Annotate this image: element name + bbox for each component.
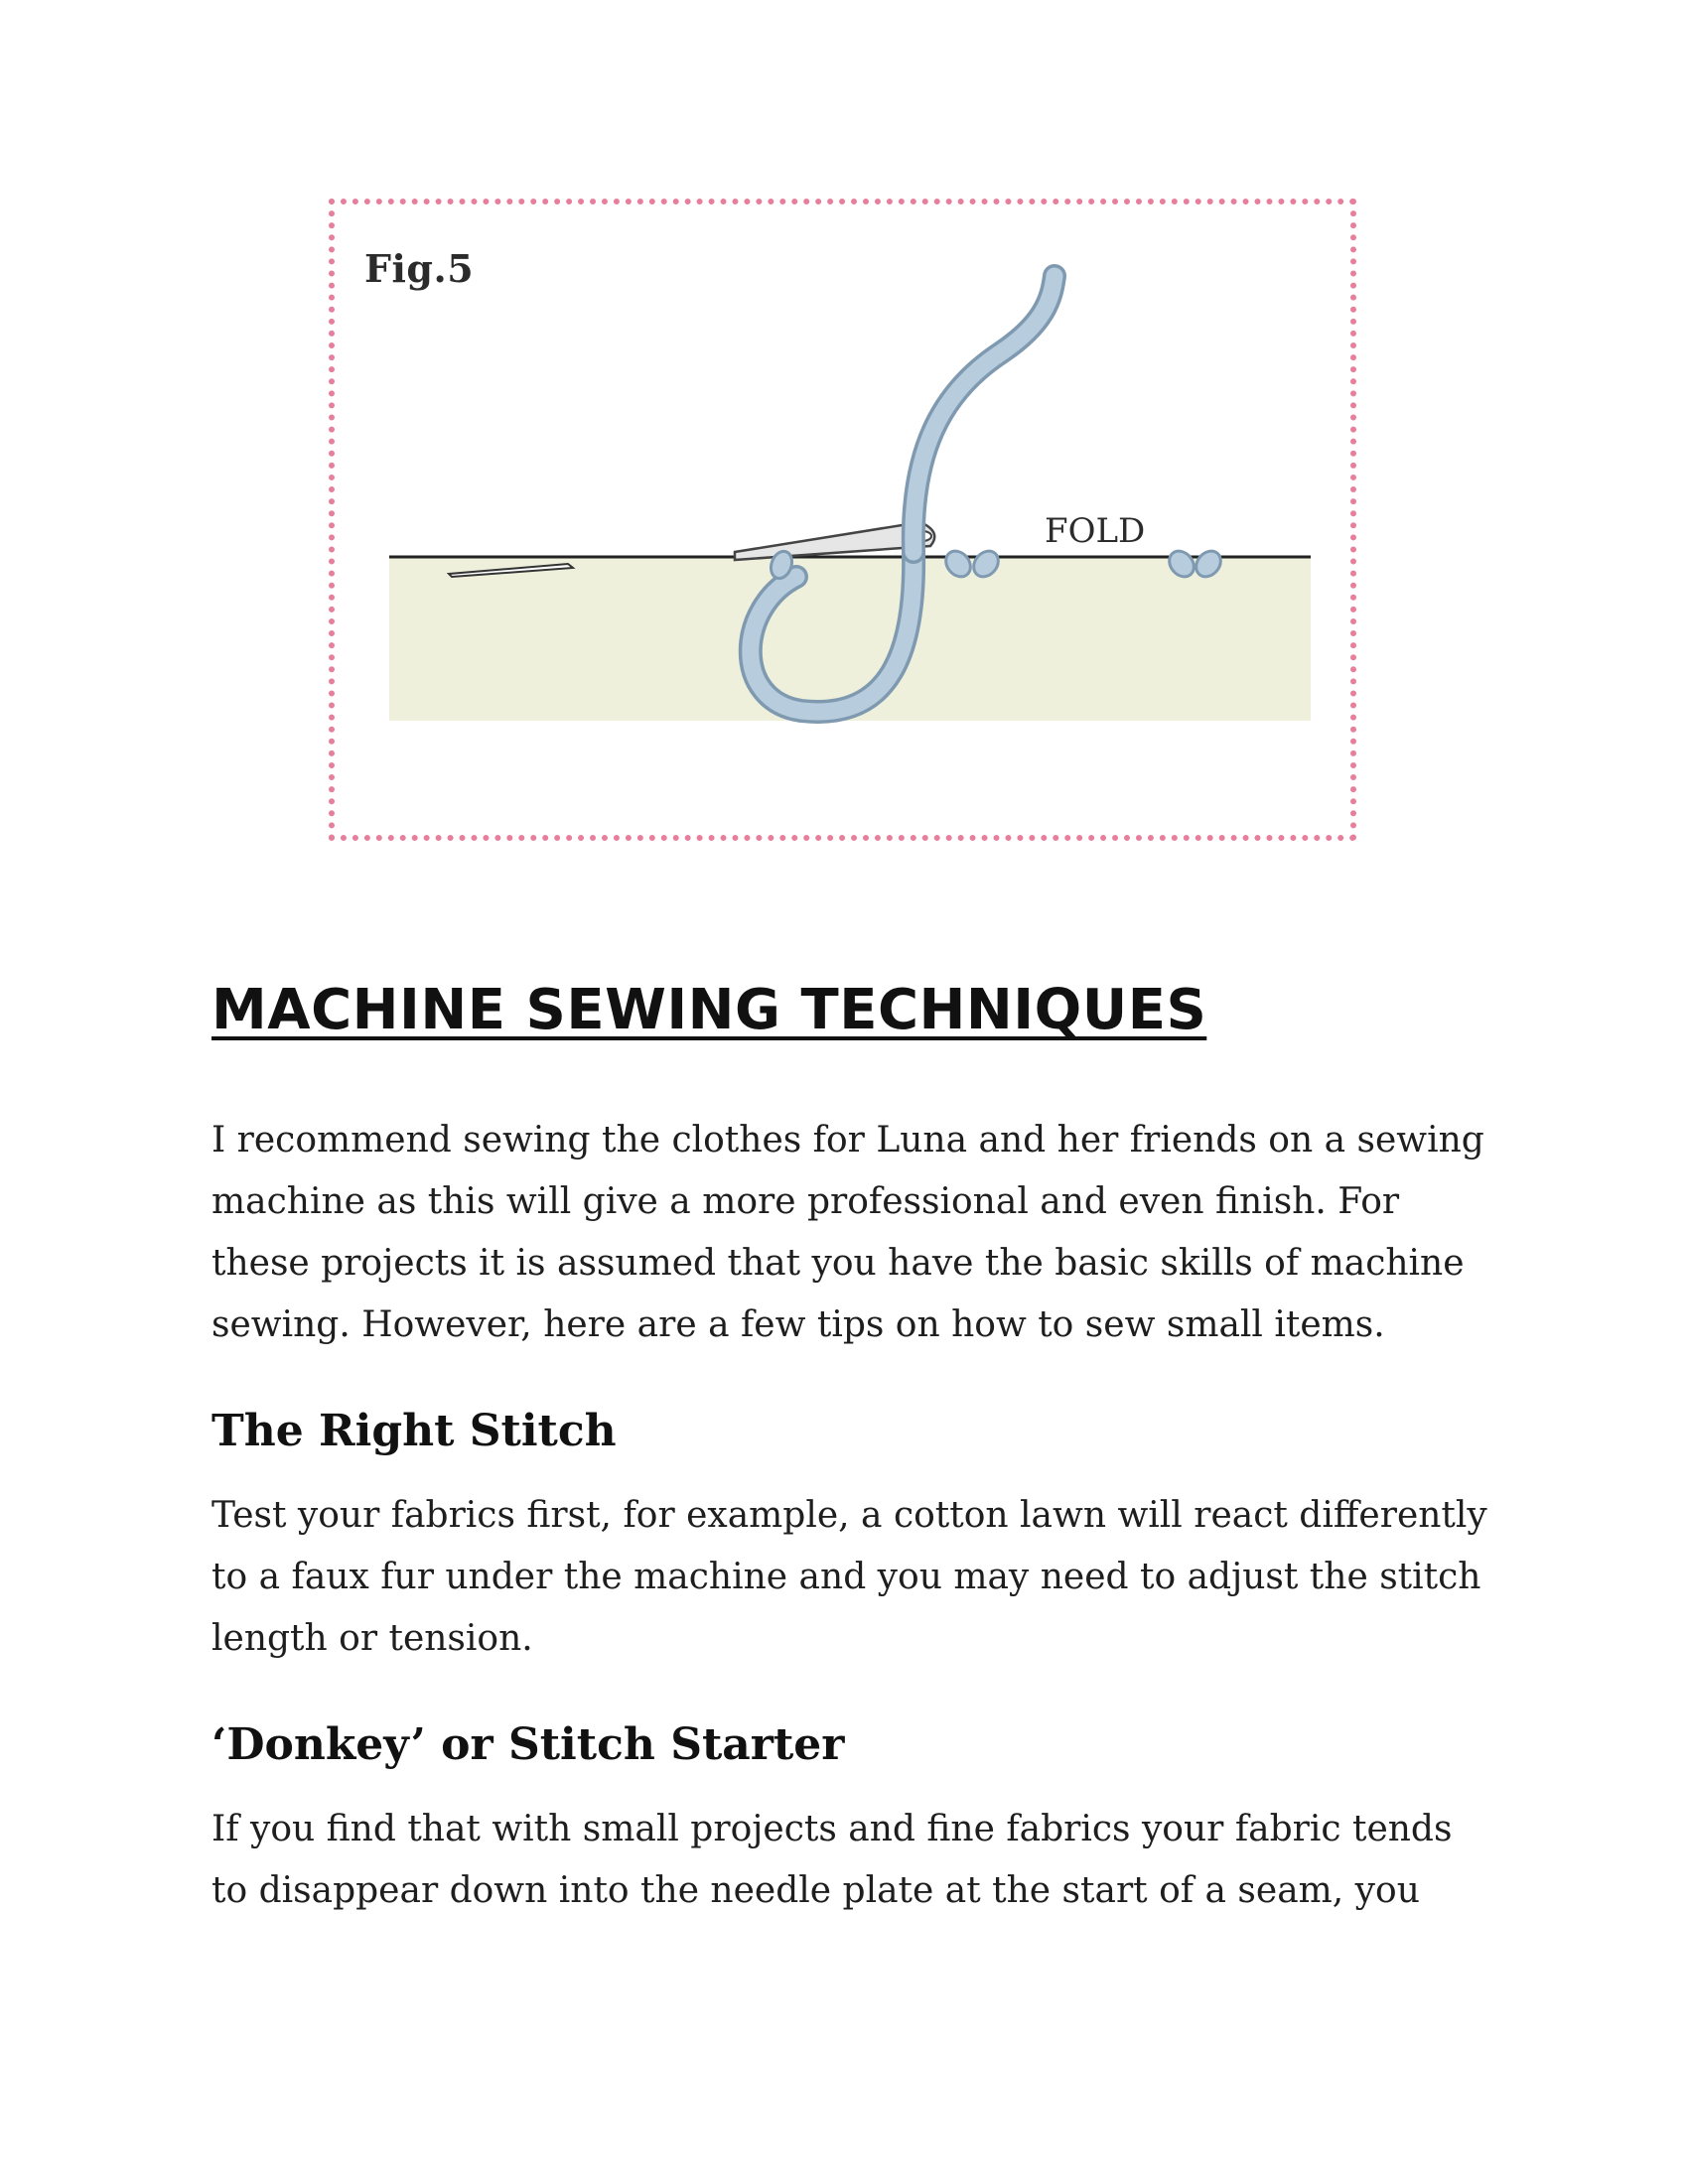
section-body-right-stitch: Test your fabrics first, for example, a cotton lawn will react differently to a faux fur under the machine and you may need to adjust the stitch length or tension.	[211, 1495, 1487, 1659]
section-heading-stitch-starter: ‘Donkey’ or Stitch Starter	[211, 1719, 845, 1770]
figure-frame	[329, 199, 1356, 841]
page-heading: MACHINE SEWING TECHNIQUES	[211, 978, 1207, 1042]
section-body-stitch-starter: If you find that with small projects and fine fabrics your fabric tends to disappear down into the needle plate at the start of a seam, you	[211, 1809, 1453, 1911]
section-heading-right-stitch: The Right Stitch	[211, 1406, 617, 1456]
fold-annotation: FOLD	[1045, 511, 1146, 551]
figure-label: Fig.5	[364, 246, 475, 291]
intro-paragraph: I recommend sewing the clothes for Luna and her friends on a sewing machine as this will give a more professional and even finish. For these projects it is assumed that you have the basic skills of machine sewing. However, here are a few tips on how to sew small items.	[211, 1120, 1484, 1345]
main-content	[211, 1110, 1492, 1922]
slip-stitch-illustration	[335, 205, 1350, 835]
